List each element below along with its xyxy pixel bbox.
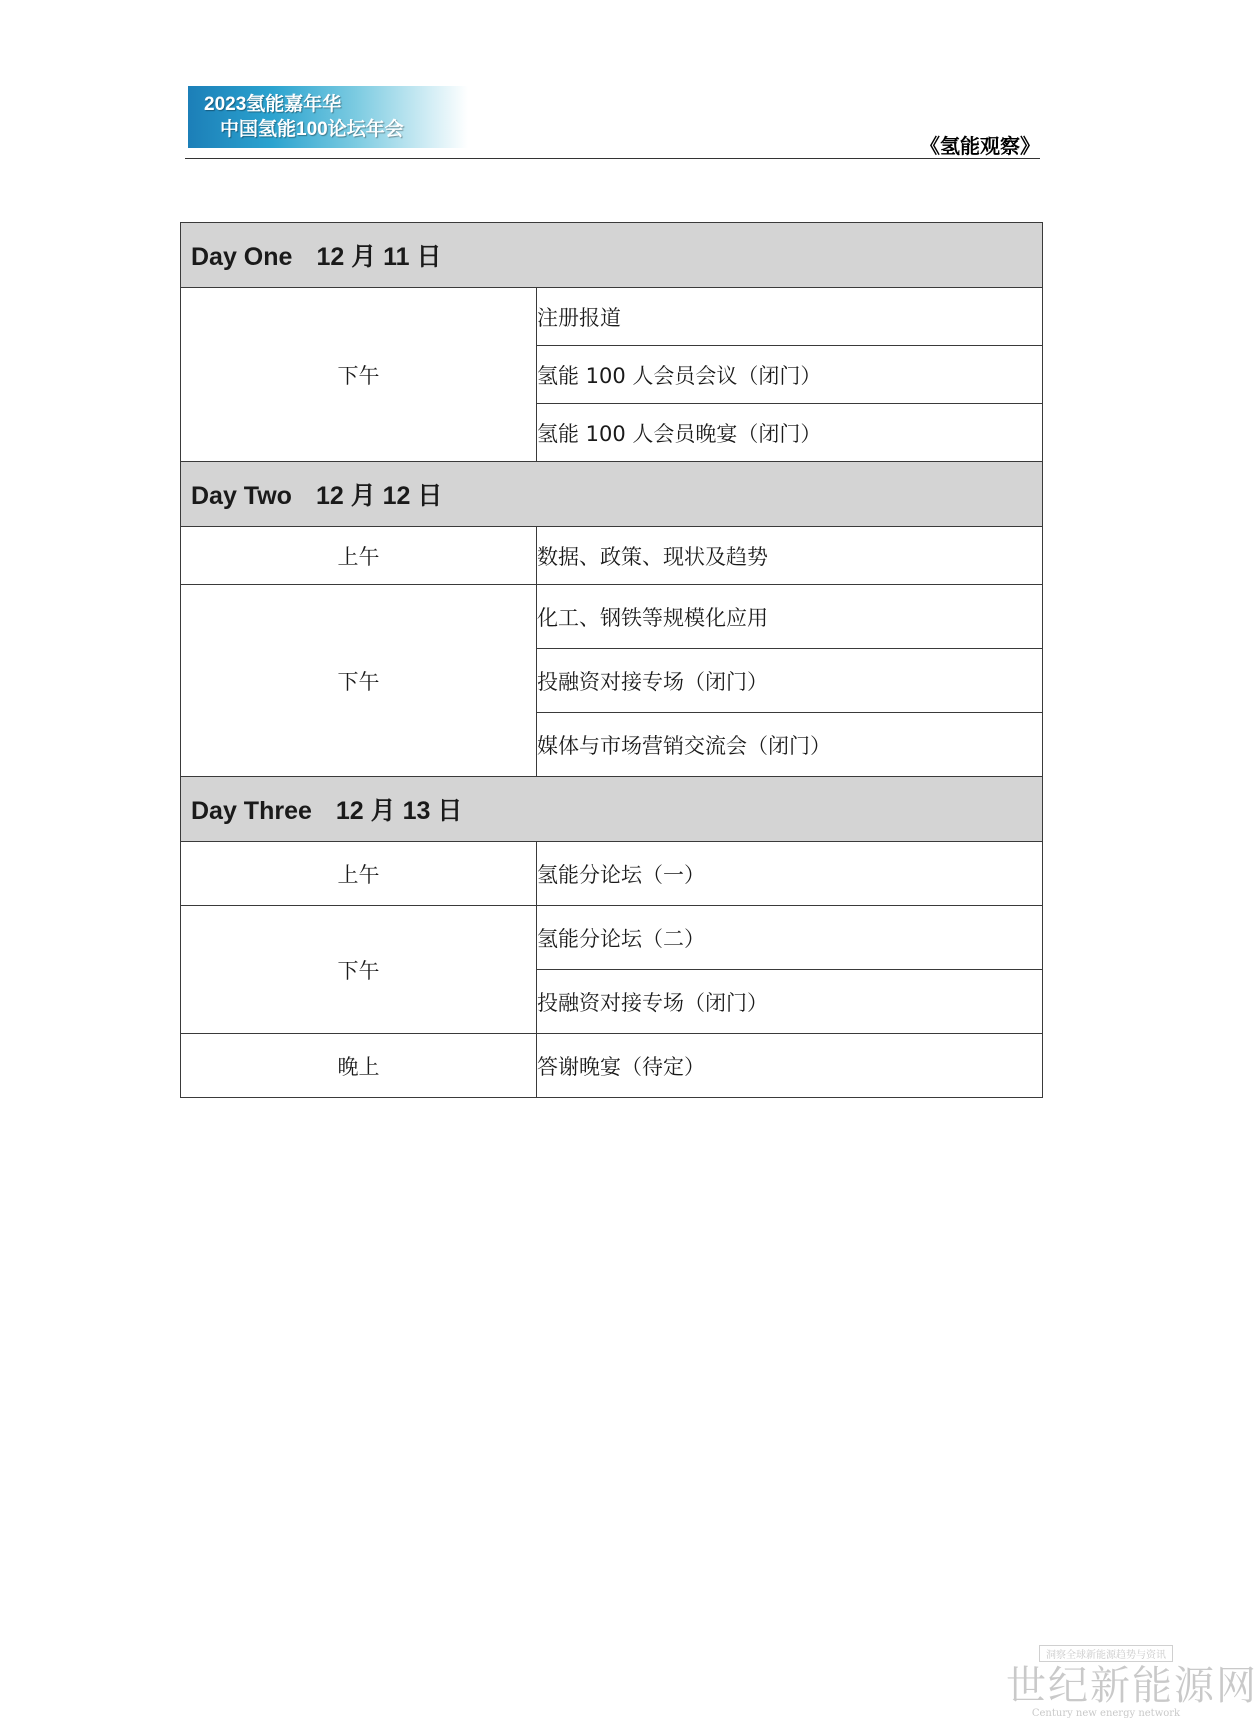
day-two-afternoon-period: 下午 bbox=[181, 585, 537, 777]
day-one-afternoon-period: 下午 bbox=[181, 288, 537, 462]
journal-title: 《氢能观察》 bbox=[920, 134, 1040, 158]
table-row bbox=[181, 1034, 1043, 1098]
day-one-header bbox=[181, 223, 1043, 288]
site-watermark bbox=[1006, 1643, 1258, 1719]
day-three-title: Day Three bbox=[191, 797, 312, 825]
day-three-heading-cell bbox=[181, 777, 1043, 842]
day-two-date: 12 月 12 日 bbox=[315, 482, 443, 510]
table-row bbox=[181, 527, 1043, 585]
day-three-date: 12 月 13 日 bbox=[335, 797, 463, 825]
day-two-afternoon-event-3: 媒体与市场营销交流会（闭门） bbox=[537, 713, 1043, 777]
logo-line-2: 中国氢能100论坛年会 bbox=[220, 119, 404, 140]
schedule-table bbox=[180, 222, 1043, 1098]
table-row bbox=[181, 906, 1043, 970]
header-divider bbox=[185, 158, 1040, 159]
day-three-evening-period: 晚上 bbox=[181, 1034, 537, 1098]
watermark-english: Century new energy network bbox=[1031, 1708, 1181, 1719]
day-three-afternoon-event-2: 投融资对接专场（闭门） bbox=[537, 970, 1043, 1034]
day-two-afternoon-event-1: 化工、钢铁等规模化应用 bbox=[537, 585, 1043, 649]
day-one-heading-cell bbox=[181, 223, 1043, 288]
day-three-header bbox=[181, 777, 1043, 842]
day-two-morning-period: 上午 bbox=[181, 527, 537, 585]
day-three-afternoon-event-1: 氢能分论坛（二） bbox=[537, 906, 1043, 970]
day-three-afternoon-period: 下午 bbox=[181, 906, 537, 1034]
event-logo bbox=[188, 86, 468, 148]
day-two-afternoon-event-2: 投融资对接专场（闭门） bbox=[537, 649, 1043, 713]
day-three-morning-event-1: 氢能分论坛（一） bbox=[537, 842, 1043, 906]
day-one-title: Day One bbox=[191, 243, 293, 271]
table-row bbox=[181, 288, 1043, 346]
logo-line-1: 2023氢能嘉年华 bbox=[204, 94, 342, 115]
table-row bbox=[181, 585, 1043, 649]
watermark-site-name: 世纪新能源网 bbox=[1006, 1663, 1258, 1709]
day-three-morning-period: 上午 bbox=[181, 842, 537, 906]
watermark-tagline: 洞察全球新能源趋势与资讯 bbox=[1039, 1645, 1173, 1662]
day-two-title: Day Two bbox=[191, 482, 292, 510]
day-one-afternoon-event-3: 氢能 100 人会员晚宴（闭门） bbox=[537, 404, 1043, 462]
day-three-evening-event-1: 答谢晚宴（待定） bbox=[537, 1034, 1043, 1098]
day-two-heading-cell bbox=[181, 462, 1043, 527]
day-one-afternoon-event-2: 氢能 100 人会员会议（闭门） bbox=[537, 346, 1043, 404]
day-one-date: 12 月 11 日 bbox=[316, 243, 442, 271]
day-one-afternoon-event-1: 注册报道 bbox=[537, 288, 1043, 346]
day-two-morning-event-1: 数据、政策、现状及趋势 bbox=[537, 527, 1043, 585]
table-row bbox=[181, 842, 1043, 906]
day-two-header bbox=[181, 462, 1043, 527]
